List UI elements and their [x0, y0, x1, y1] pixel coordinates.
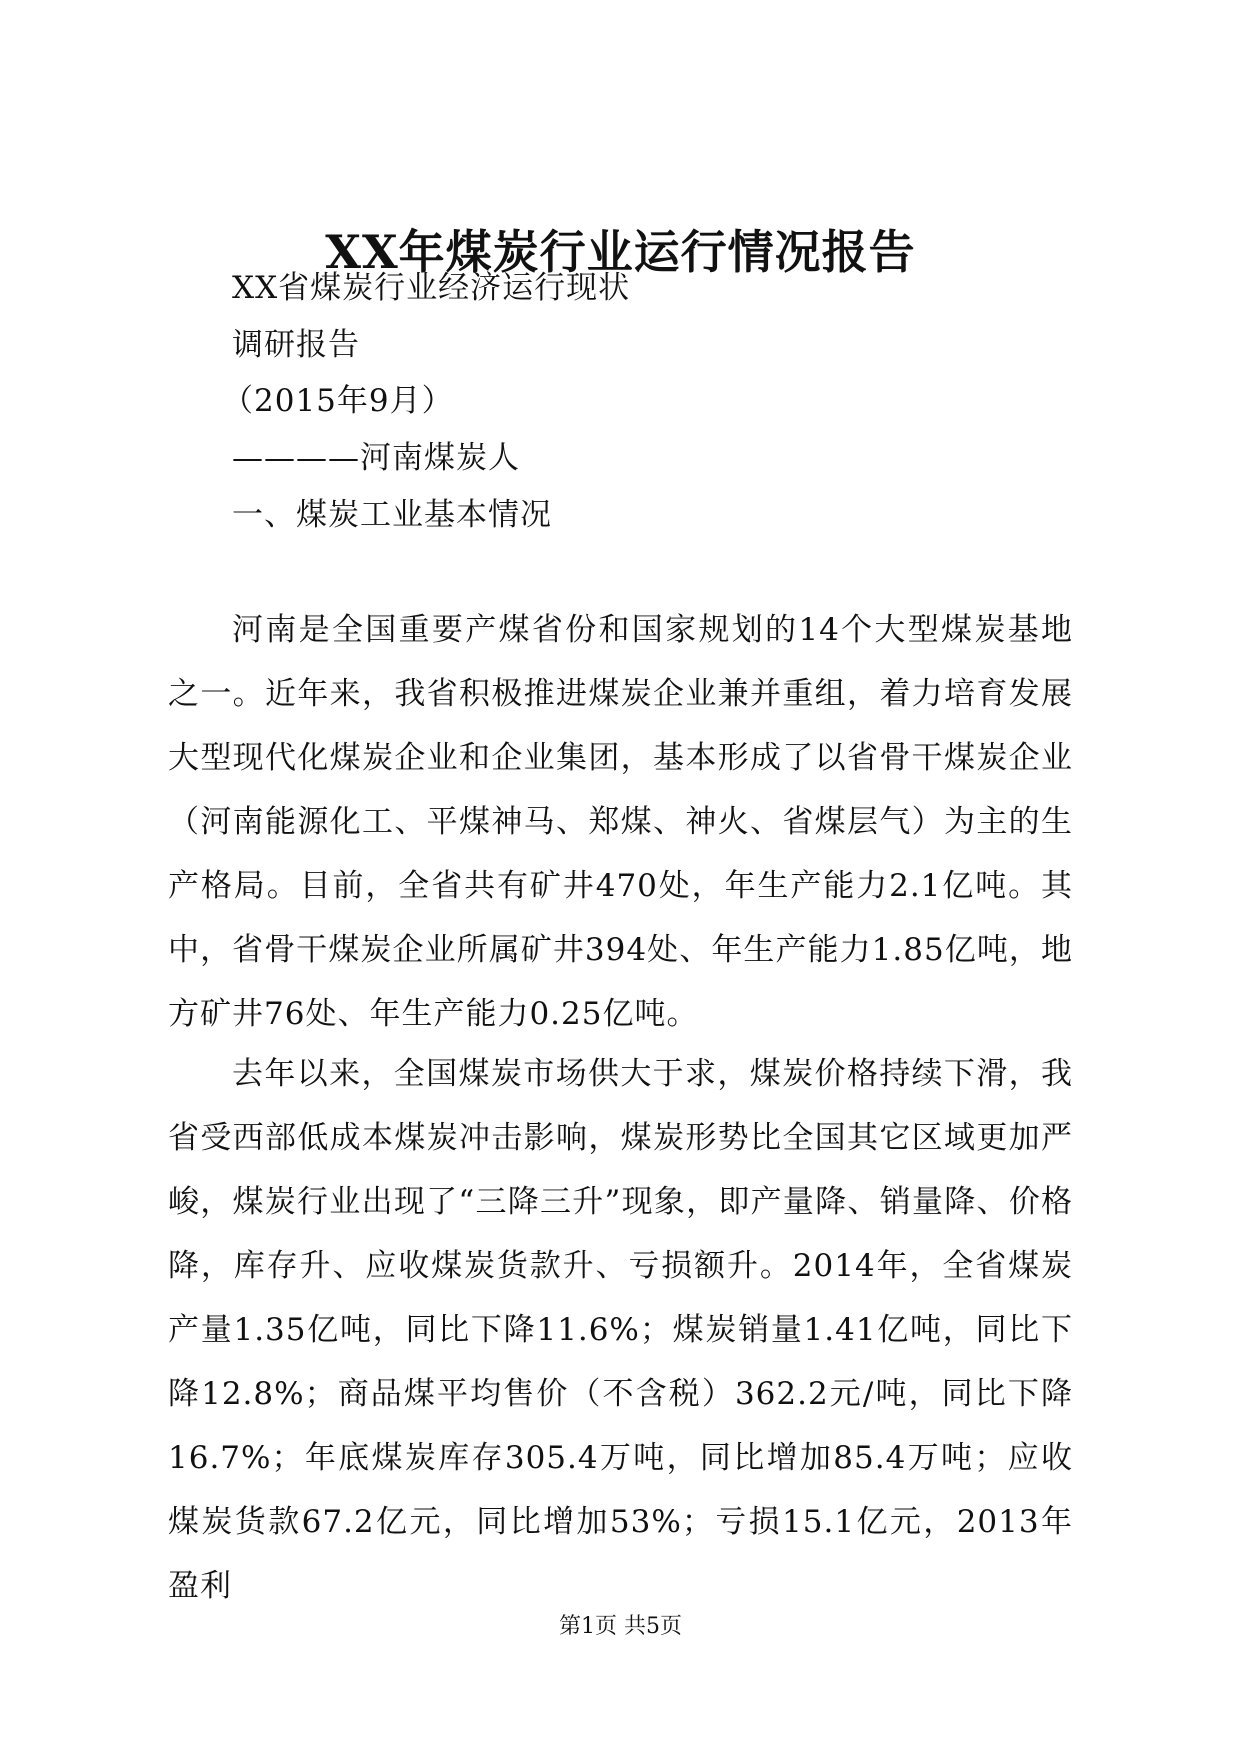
page-footer: 第1页 共5页: [559, 1614, 682, 1639]
paragraph-2: 去年以来，全国煤炭市场供大于求，煤炭价格持续下滑，我省受西部低成本煤炭冲击影响，煤炭形势比全国其它区域更加严峻，煤炭行业出现了“三降三升”现象，即产量降、销量降、价格降，库存升、应收煤炭货款升、亏损额升。2014年，全省煤炭产量1.35亿吨，同比下降11.6%；煤炭销量1.41亿吨，同比下降12.8%；商品煤平均售价（不含税）362.2元/吨，同比下降16.7%；年底煤炭库存305.4万吨，同比增加85.4万吨；应收煤炭货款67.2亿元，同比增加53%；亏损15.1亿元，2013年盈利: [168, 1056, 1073, 1604]
report-author: ————河南煤炭人: [232, 440, 520, 476]
section-heading: 一、煤炭工业基本情况: [232, 497, 552, 533]
subtitle-line-1: XX省煤炭行业经济运行现状: [232, 270, 631, 306]
subtitle-line-2: 调研报告: [232, 327, 360, 363]
paragraph-1: 河南是全国重要产煤省份和国家规划的14个大型煤炭基地之一。近年来，我省积极推进煤炭企业兼并重组，着力培育发展大型现代化煤炭企业和企业集团，基本形成了以省骨干煤炭企业（河南能源化工、平煤神马、郑煤、神火、省煤层气）为主的生产格局。目前，全省共有矿井470处，年生产能力2.1亿吨。其中，省骨干煤炭企业所属矿井394处、年生产能力1.85亿吨，地方矿井76处、年生产能力0.25亿吨。: [168, 612, 1073, 1032]
report-date: （2015年9月）: [222, 383, 454, 419]
document-title: XX年煤炭行业运行情况报告: [325, 225, 916, 279]
